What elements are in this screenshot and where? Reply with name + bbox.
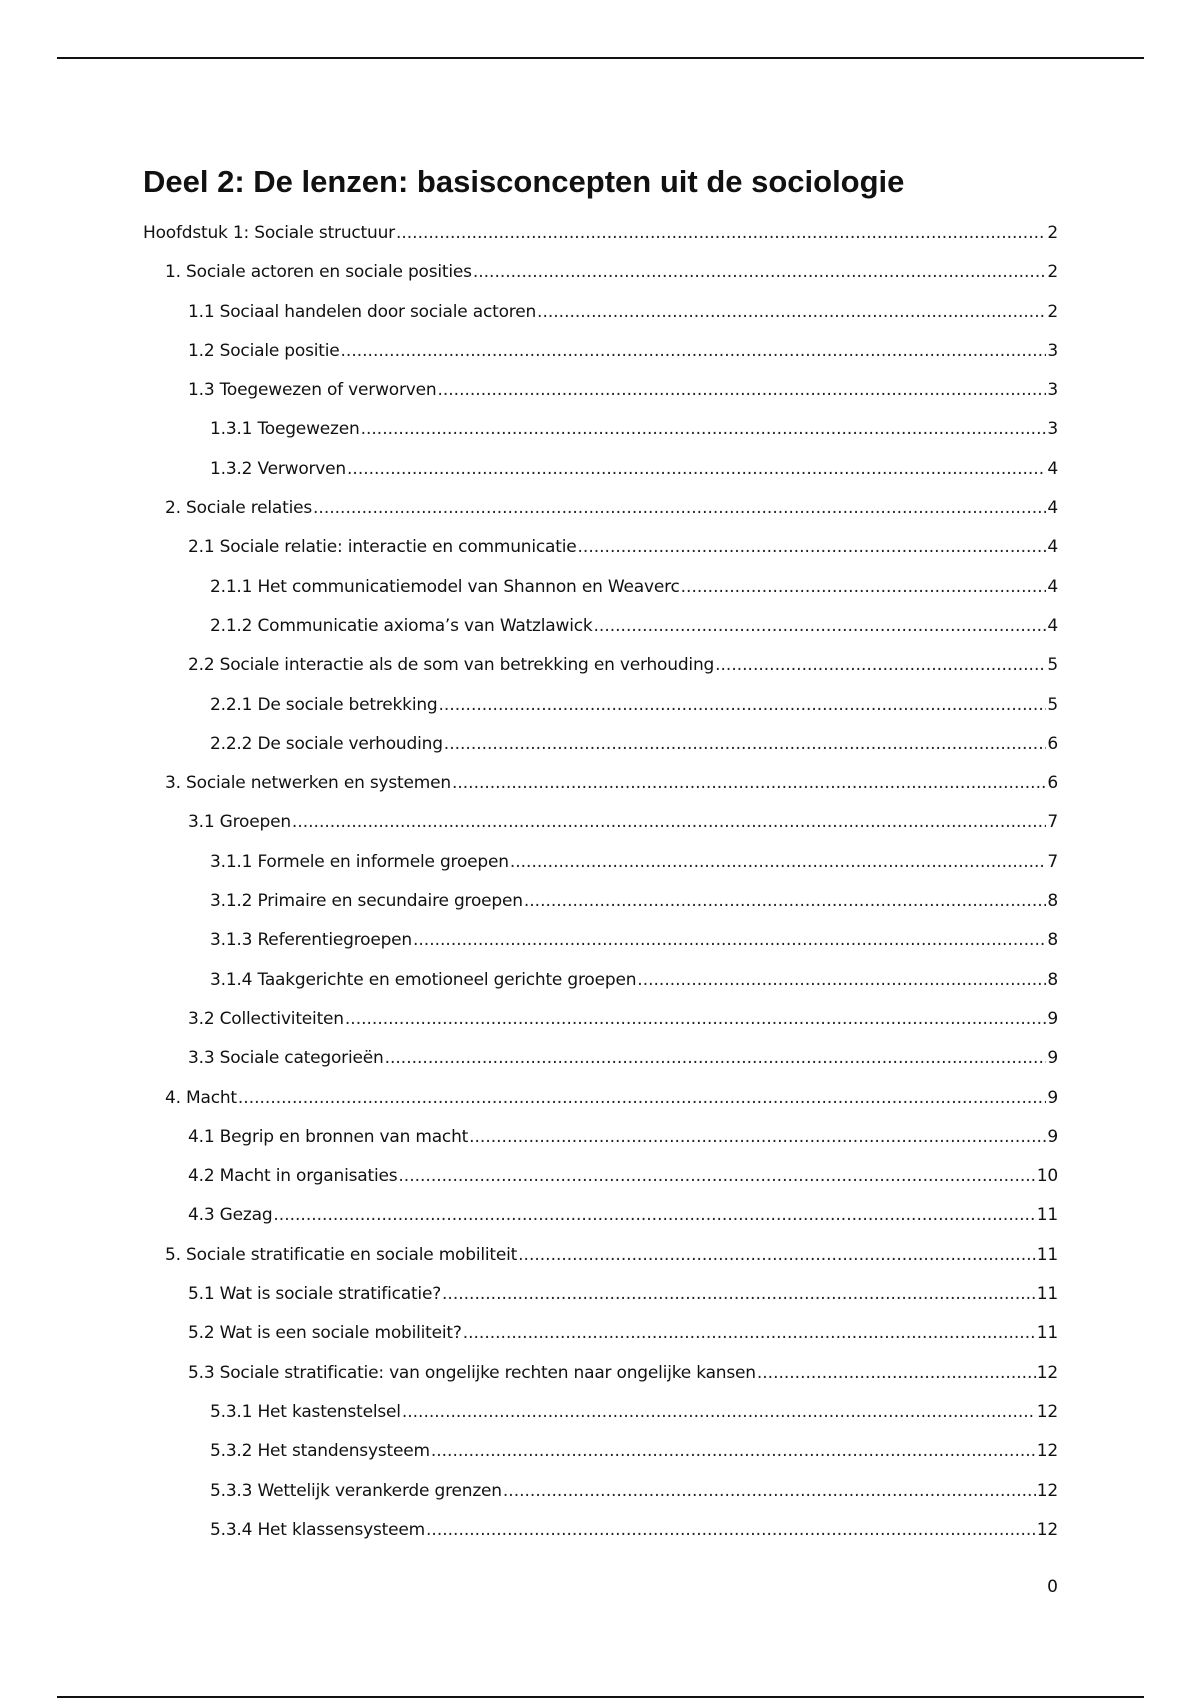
toc-dot-leader: [637, 966, 1046, 994]
toc-entry-label: 2.2.2 De sociale verhouding: [210, 733, 443, 754]
toc-dot-leader: [437, 376, 1046, 404]
toc-entry-page-number: 12: [1036, 1401, 1058, 1422]
toc-entry-page-number: 10: [1036, 1166, 1058, 1187]
toc-entry-page-number: 8: [1047, 930, 1058, 951]
toc-entry[interactable]: [143, 1319, 1058, 1358]
toc-entry-label: 3.1 Groepen: [188, 812, 291, 833]
header-rule: [57, 57, 1144, 59]
toc-dot-leader: [396, 219, 1046, 247]
toc-entry-page-number: 8: [1047, 969, 1058, 990]
toc-dot-leader: [238, 1084, 1046, 1112]
toc-entry-label: 5.3 Sociale stratificatie: van ongelijke rechten naar ongelijke kansen: [188, 1362, 756, 1383]
toc-entry-label: 3.1.3 Referentiegroepen: [210, 930, 412, 951]
toc-entry-label: 2.2 Sociale interactie als de som van betrekking en verhouding: [188, 655, 715, 676]
toc-entry[interactable]: [143, 337, 1058, 376]
toc-entry[interactable]: [143, 1359, 1058, 1398]
toc-entry[interactable]: [143, 808, 1058, 847]
toc-entry[interactable]: [143, 926, 1058, 965]
toc-entry[interactable]: [143, 533, 1058, 572]
toc-entry[interactable]: [143, 573, 1058, 612]
document-title: Deel 2: De lenzen: basisconcepten uit de sociologie: [143, 164, 905, 199]
toc-entry[interactable]: [143, 1123, 1058, 1162]
toc-entry-label: 4. Macht: [165, 1087, 237, 1108]
toc-entry-page-number: 4: [1047, 498, 1058, 519]
toc-entry-page-number: 3: [1047, 380, 1058, 401]
toc-dot-leader: [469, 1123, 1046, 1151]
toc-entry-page-number: 11: [1036, 1284, 1058, 1305]
toc-dot-leader: [439, 691, 1047, 719]
toc-entry-page-number: 6: [1047, 733, 1058, 754]
toc-dot-leader: [345, 1005, 1046, 1033]
toc-entry-page-number: 4: [1047, 615, 1058, 636]
toc-entry-page-number: 11: [1036, 1244, 1058, 1265]
toc-entry[interactable]: [143, 730, 1058, 769]
toc-entry[interactable]: [143, 1398, 1058, 1437]
toc-dot-leader: [292, 808, 1046, 836]
toc-entry-label: 5.3.1 Het kastenstelsel: [210, 1401, 401, 1422]
toc-dot-leader: [510, 848, 1047, 876]
toc-entry-page-number: 9: [1047, 1048, 1058, 1069]
toc-entry[interactable]: [143, 1241, 1058, 1280]
toc-entry[interactable]: [143, 1516, 1058, 1555]
toc-entry-label: 1.3.2 Verworven: [210, 458, 347, 479]
toc-dot-leader: [273, 1201, 1035, 1229]
toc-entry-label: Hoofdstuk 1: Sociale structuur: [143, 223, 395, 243]
toc-entry-page-number: 9: [1047, 1008, 1058, 1029]
page-number: 0: [1047, 1577, 1058, 1597]
toc-entry[interactable]: [143, 1044, 1058, 1083]
toc-entry-label: 4.2 Macht in organisaties: [188, 1166, 398, 1187]
toc-entry[interactable]: [143, 219, 1058, 258]
toc-dot-leader: [341, 337, 1047, 365]
toc-entry-page-number: 12: [1036, 1441, 1058, 1462]
toc-entry-page-number: 7: [1047, 851, 1058, 872]
toc-entry[interactable]: [143, 887, 1058, 926]
toc-entry-label: 2.1.2 Communicatie axioma’s van Watzlawick: [210, 615, 593, 636]
toc-dot-leader: [402, 1398, 1036, 1426]
toc-entry-label: 3.1.4 Taakgerichte en emotioneel gerichte groepen: [210, 969, 637, 990]
toc-entry-label: 5.3.4 Het klassensysteem: [210, 1519, 426, 1540]
toc-entry-label: 1.2 Sociale positie: [188, 340, 340, 361]
toc-dot-leader: [313, 494, 1046, 522]
toc-entry-label: 1.3.1 Toegewezen: [210, 419, 360, 440]
toc-entry-page-number: 12: [1036, 1480, 1058, 1501]
toc-entry-page-number: 5: [1047, 694, 1058, 715]
toc-entry[interactable]: [143, 691, 1058, 730]
toc-dot-leader: [518, 1241, 1036, 1269]
toc-entry[interactable]: [143, 258, 1058, 297]
toc-dot-leader: [442, 1280, 1036, 1308]
toc-entry-label: 3.3 Sociale categorieën: [188, 1048, 384, 1069]
toc-entry-page-number: 6: [1047, 773, 1058, 794]
toc-entry-label: 1. Sociale actoren en sociale posities: [165, 262, 472, 283]
toc-dot-leader: [463, 1319, 1036, 1347]
toc-entry[interactable]: [143, 455, 1058, 494]
toc-entry-page-number: 12: [1036, 1519, 1058, 1540]
toc-dot-leader: [537, 298, 1046, 326]
footer-rule: [57, 1696, 1144, 1698]
toc-entry-label: 4.3 Gezag: [188, 1205, 273, 1226]
toc-dot-leader: [578, 533, 1047, 561]
toc-dot-leader: [452, 769, 1046, 797]
toc-entry[interactable]: [143, 612, 1058, 651]
table-of-contents: [143, 219, 1058, 1555]
toc-entry-label: 1.3 Toegewezen of verworven: [188, 380, 437, 401]
toc-entry-page-number: 11: [1036, 1323, 1058, 1344]
toc-entry[interactable]: [143, 848, 1058, 887]
toc-entry-label: 3.1.2 Primaire en secundaire groepen: [210, 891, 523, 912]
toc-entry[interactable]: [143, 298, 1058, 337]
toc-entry[interactable]: [143, 1437, 1058, 1476]
toc-entry-page-number: 9: [1047, 1126, 1058, 1147]
toc-entry-page-number: 3: [1047, 340, 1058, 361]
toc-entry-label: 2.1.1 Het communicatiemodel van Shannon en Weaverc: [210, 576, 680, 597]
toc-entry-label: 5.3.3 Wettelijk verankerde grenzen: [210, 1480, 502, 1501]
toc-entry-label: 2. Sociale relaties: [165, 498, 313, 519]
toc-dot-leader: [347, 455, 1046, 483]
toc-entry-page-number: 2: [1047, 262, 1058, 283]
toc-entry[interactable]: [143, 1162, 1058, 1201]
toc-entry-page-number: 11: [1036, 1205, 1058, 1226]
toc-entry[interactable]: [143, 966, 1058, 1005]
toc-entry-label: 3.2 Collectiviteiten: [188, 1008, 344, 1029]
toc-entry-label: 3. Sociale netwerken en systemen: [165, 773, 451, 794]
toc-dot-leader: [681, 573, 1047, 601]
toc-entry-page-number: 12: [1036, 1362, 1058, 1383]
toc-dot-leader: [444, 730, 1047, 758]
toc-entry-label: 5.1 Wat is sociale stratificatie?: [188, 1284, 442, 1305]
toc-entry-page-number: 3: [1047, 419, 1058, 440]
toc-entry-page-number: 2: [1047, 223, 1058, 243]
toc-entry-label: 3.1.1 Formele en informele groepen: [210, 851, 509, 872]
toc-dot-leader: [385, 1044, 1047, 1072]
toc-entry[interactable]: [143, 376, 1058, 415]
toc-entry-page-number: 2: [1047, 301, 1058, 322]
toc-dot-leader: [524, 887, 1047, 915]
toc-dot-leader: [715, 651, 1046, 679]
toc-dot-leader: [594, 612, 1047, 640]
toc-entry-page-number: 8: [1047, 891, 1058, 912]
toc-entry-label: 2.2.1 De sociale betrekking: [210, 694, 438, 715]
toc-entry-page-number: 4: [1047, 576, 1058, 597]
toc-dot-leader: [426, 1516, 1036, 1544]
toc-entry-label: 4.1 Begrip en bronnen van macht: [188, 1126, 469, 1147]
toc-dot-leader: [361, 415, 1047, 443]
toc-entry-label: 1.1 Sociaal handelen door sociale actoren: [188, 301, 537, 322]
toc-entry-label: 5. Sociale stratificatie en sociale mobiliteit: [165, 1244, 518, 1265]
toc-dot-leader: [431, 1437, 1036, 1465]
toc-dot-leader: [398, 1162, 1035, 1190]
toc-entry[interactable]: [143, 1280, 1058, 1319]
toc-dot-leader: [473, 258, 1047, 286]
toc-dot-leader: [757, 1359, 1036, 1387]
toc-entry[interactable]: [143, 494, 1058, 533]
toc-dot-leader: [413, 926, 1046, 954]
toc-entry[interactable]: [143, 1084, 1058, 1123]
toc-entry[interactable]: [143, 651, 1058, 690]
toc-entry[interactable]: [143, 1201, 1058, 1240]
toc-entry-page-number: 5: [1047, 655, 1058, 676]
toc-entry[interactable]: [143, 1477, 1058, 1516]
toc-entry-label: 5.2 Wat is een sociale mobiliteit?: [188, 1323, 462, 1344]
toc-entry-label: 2.1 Sociale relatie: interactie en communicatie: [188, 537, 577, 558]
toc-entry-page-number: 7: [1047, 812, 1058, 833]
toc-entry[interactable]: [143, 415, 1058, 454]
toc-entry-page-number: 4: [1047, 537, 1058, 558]
toc-entry-page-number: 4: [1047, 458, 1058, 479]
toc-entry-page-number: 9: [1047, 1087, 1058, 1108]
toc-entry[interactable]: [143, 769, 1058, 808]
toc-dot-leader: [503, 1477, 1036, 1505]
toc-entry[interactable]: [143, 1005, 1058, 1044]
toc-entry-label: 5.3.2 Het standensysteem: [210, 1441, 430, 1462]
